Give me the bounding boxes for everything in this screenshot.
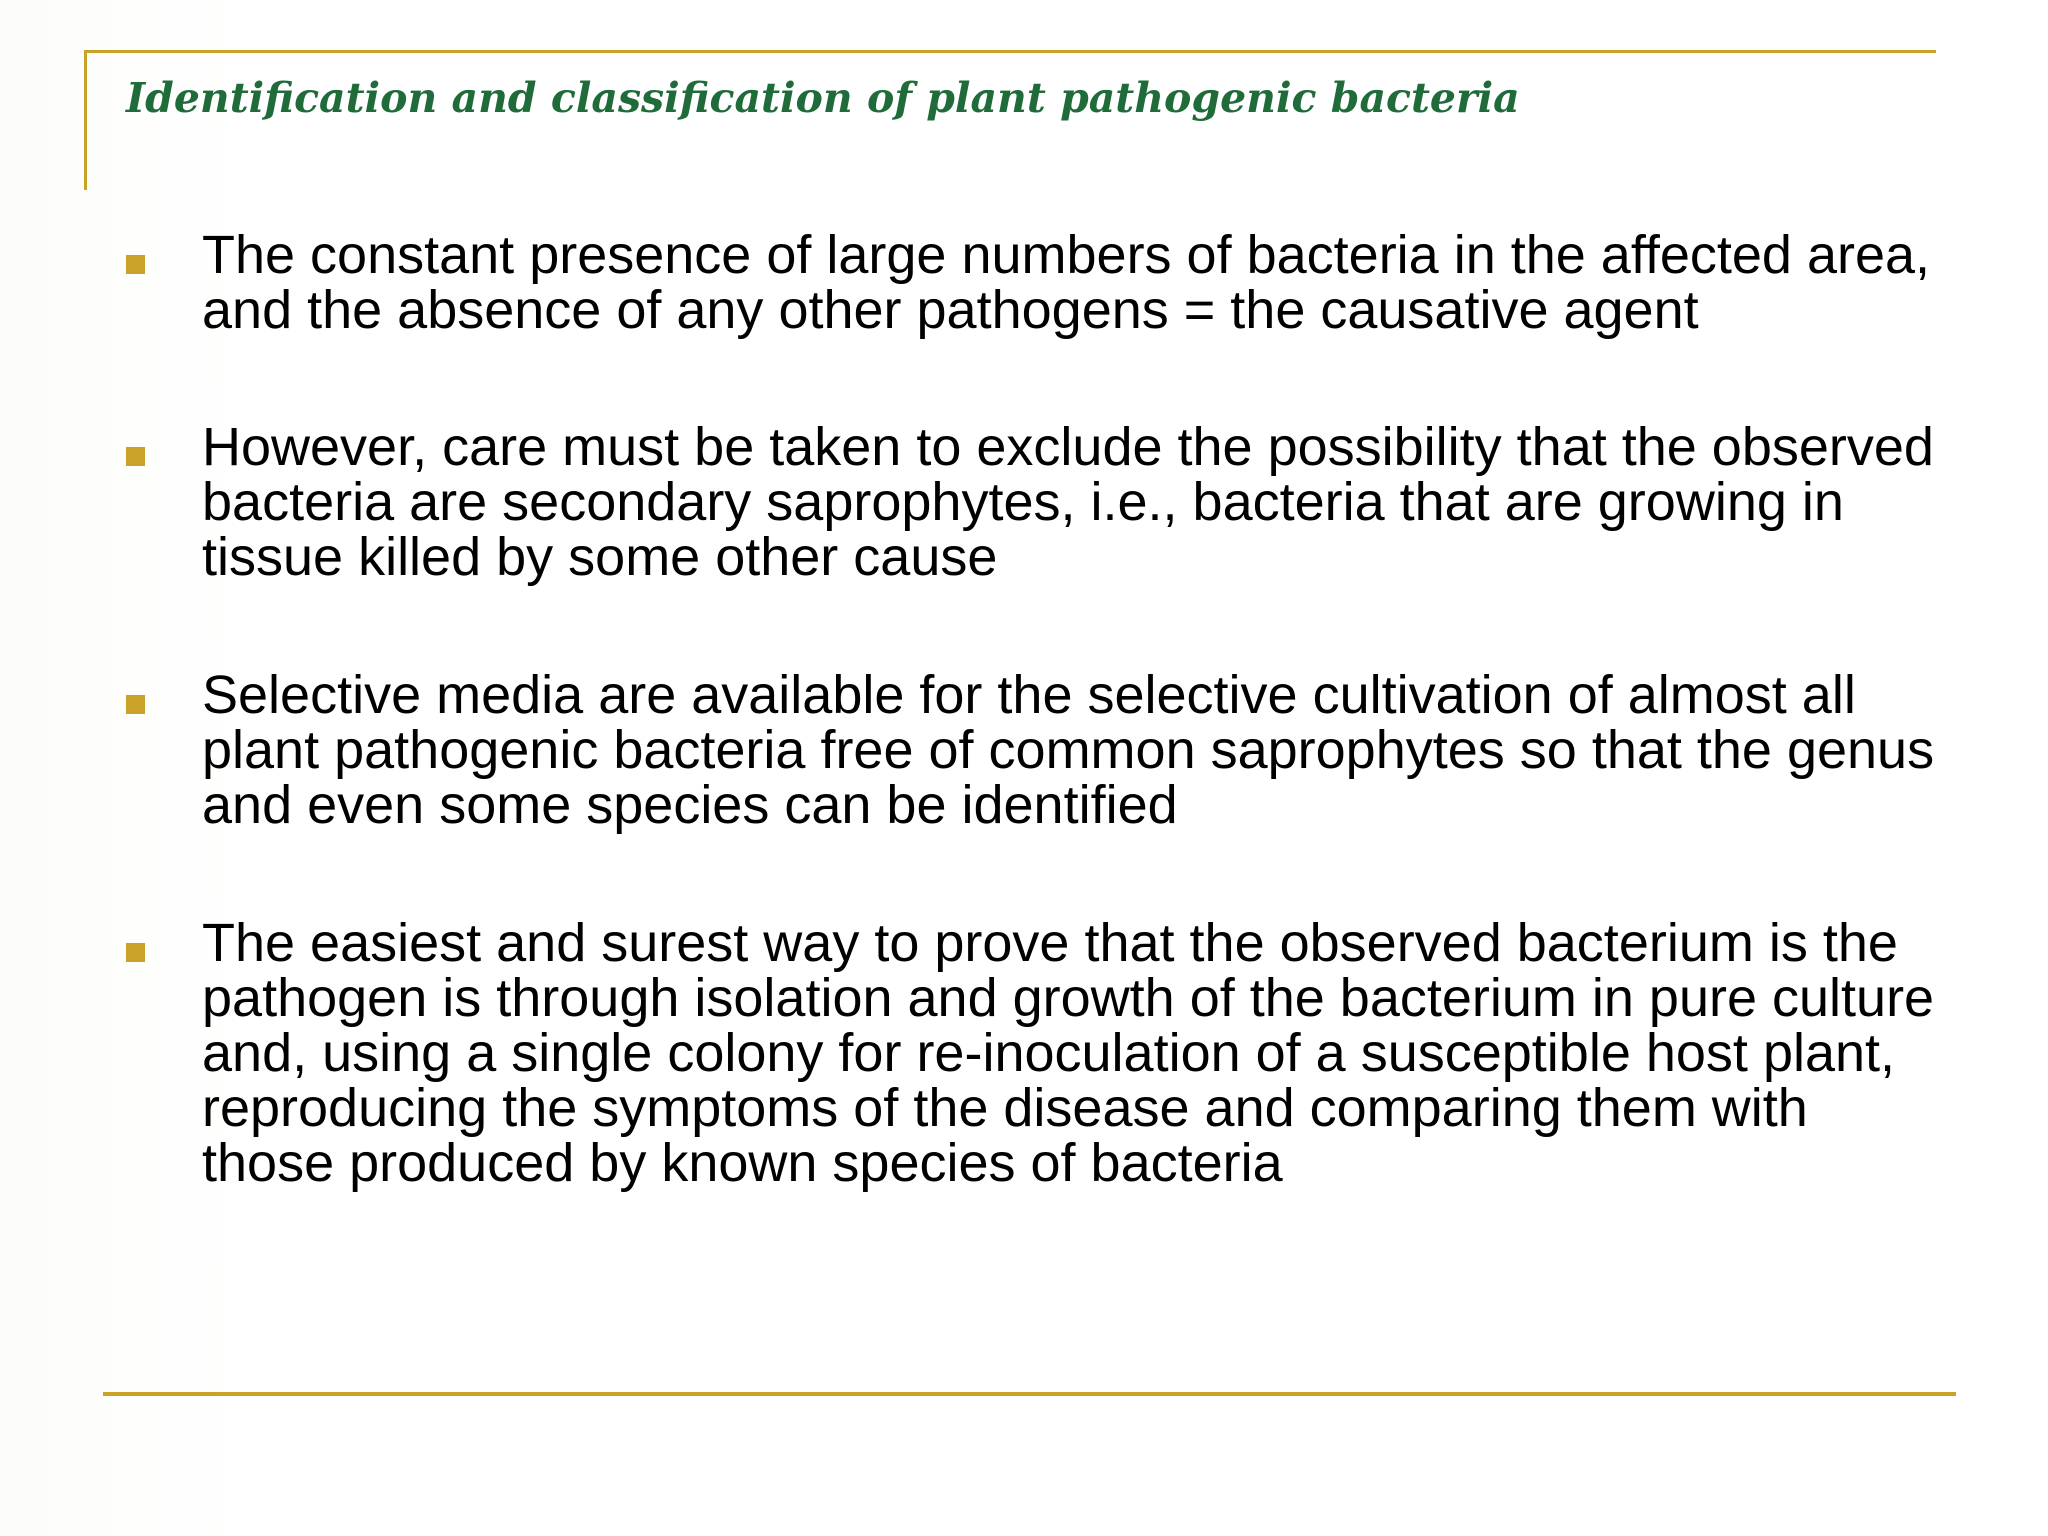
- bullet-text: However, care must be taken to exclude the possibility that the observed bacteria are secondary saprophytes, i.e., bacteria that are growing in tissue killed by some other cause: [202, 417, 1934, 587]
- bullet-text: Selective media are available for the selective cultivation of almost all plant pathogenic bacteria free of common saprophytes so that the genus and even some species can be identified: [202, 665, 1935, 835]
- bullet-text: The constant presence of large numbers of bacteria in the affected area, and the absence of any other pathogens = the causative agent: [202, 225, 1931, 340]
- square-bullet-icon: [126, 695, 145, 714]
- top-rule: [86, 50, 1936, 53]
- square-bullet-icon: [126, 943, 145, 962]
- square-bullet-icon: [126, 255, 145, 274]
- slide-title: Identification and classification of plant pathogenic bacteria: [126, 74, 1520, 122]
- bullet-text: The easiest and surest way to prove that the observed bacterium is the pathogen is through isolation and growth of the bacterium in pure culture and, using a single colony for re-inoculation of a susceptible host plant, reproducing the symptoms of the disease and comparing them with those produced by known species of bacteria: [202, 913, 1935, 1193]
- left-rule: [84, 50, 87, 190]
- square-bullet-icon: [126, 447, 145, 466]
- bottom-rule: [103, 1392, 1956, 1396]
